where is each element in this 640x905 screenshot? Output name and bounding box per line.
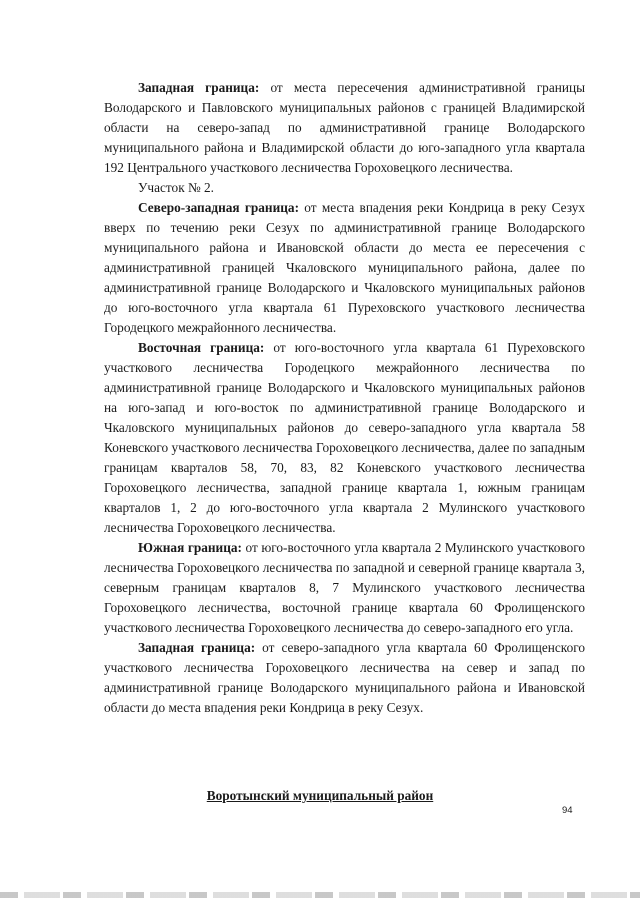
paragraph-west-border-1 xyxy=(104,78,585,178)
paragraph-lead: Восточная граница: xyxy=(138,340,265,355)
paragraph-west-border-2 xyxy=(104,638,585,718)
paragraph-lead: Южная граница: xyxy=(138,540,242,555)
paragraph-lead: Западная граница: xyxy=(138,80,260,95)
paragraph-text: от юго-восточного угла квартала 2 Мулинского участкового лесничества Гороховецкого лесничества по западной и северной границе квартала 3, северным границам кварталов 8, 7 Мулинского участкового лесничества Гороховецкого лесничества, восточной границе квартала 60 Фролищенского участкового лесничества Гороховецкого лесничества до северо-западного его угла. xyxy=(104,540,585,635)
paragraph-text: от юго-восточного угла квартала 61 Пуреховского участкового лесничества Городецкого межрайонного лесничества по административной границе Володарского и Чкаловского муниципальных районов на юго-запад и юго-восток по административной границе Володарского и Чкаловского муниципальных районов до северо-западного угла квартала 58 Коневского участкового лесничества Гороховецкого лесничества, далее по западным границам кварталов 58, 70, 83, 82 Коневского участкового лесничества Гороховецкого лесничества, западной границе квартала 1, южным границам кварталов 1, 2 до юго-восточного угла квартала 2 Мулинского участкового лесничества Гороховецкого лесничества. xyxy=(104,340,585,535)
paragraph-text: от места пересечения административной границы Володарского и Павловского муниципальных районов с границей Владимирской области на северо-запад по административной границе Володарского муниципального района и Владимирской области до юго-западного угла квартала 192 Центрального участкового лесничества Гороховецкого лесничества. xyxy=(104,80,586,175)
paragraph-northwest-border xyxy=(104,198,585,338)
paragraph-lead: Северо-западная граница: xyxy=(138,200,299,215)
page-number: 94 xyxy=(562,805,573,816)
paragraph-lead: Западная граница: xyxy=(138,640,256,655)
document-body xyxy=(104,78,585,718)
paragraph-east-border xyxy=(104,338,585,538)
section-title: Воротынский муниципальный район xyxy=(206,788,434,803)
paragraph-south-border xyxy=(104,538,585,638)
scan-edge-artifact xyxy=(0,892,640,898)
plot-label xyxy=(104,178,585,198)
paragraph-text: Участок № 2. xyxy=(138,180,214,195)
paragraph-text: от места впадения реки Кондрица в реку Сезух вверх по течению реки Сезух по административной границе Володарского муниципального района и Ивановской области до места ее пересечения с административной границей Чкаловского муниципального района, далее по административной границе Володарского и Чкаловского муниципальных районов до юго-восточного угла квартала 61 Пуреховского участкового лесничества Городецкого межрайонного лесничества. xyxy=(104,200,585,335)
paragraph-text: от северо-западного угла квартала 60 Фролищенского участкового лесничества Гороховецкого лесничества на север и запад по административной границе Володарского муниципального района и Ивановской области до места впадения реки Кондрица в реку Сезух. xyxy=(104,640,585,715)
